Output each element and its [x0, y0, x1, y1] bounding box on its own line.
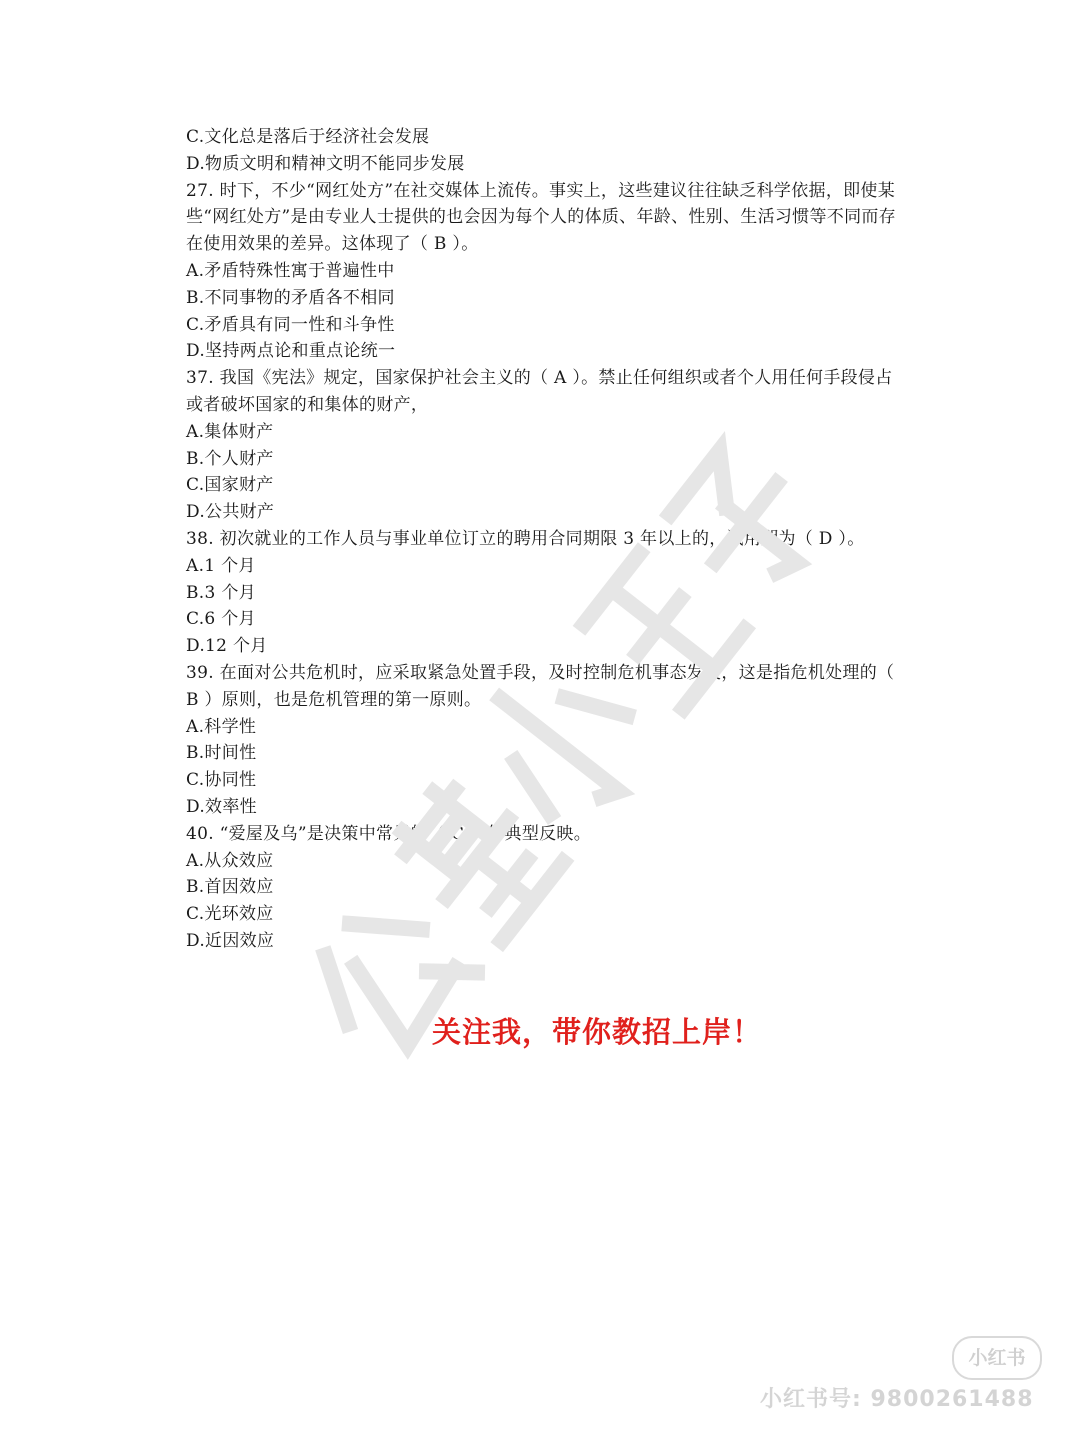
question-39: 39. 在面对公共危机时，应采取紧急处置手段，及时控制危机事态发展，这是指危机处理的（ B ）原则，也是危机管理的第一原则。: [186, 662, 895, 710]
option-line: B.不同事物的矛盾各不相同: [186, 287, 395, 308]
option-line: A.集体财产: [186, 421, 274, 442]
option-line: D.12 个月: [186, 636, 268, 657]
option-line: D.物质文明和精神文明不能同步发展: [186, 153, 465, 174]
option-line: C.协同性: [186, 770, 257, 791]
option-line: D.公共财产: [186, 502, 275, 523]
option-line: C.矛盾具有同一性和斗争性: [186, 314, 395, 335]
option-line: A.从众效应: [186, 850, 274, 871]
option-line: B.个人财产: [186, 448, 274, 469]
platform-logo: 小红书: [952, 1336, 1042, 1380]
option-line: C.光环效应: [186, 904, 274, 925]
option-line: B.3 个月: [186, 582, 256, 603]
question-list: [186, 124, 906, 955]
option-line: B.时间性: [186, 743, 257, 764]
platform-id: 小红书号: 9800261488: [760, 1387, 1034, 1412]
question-40: 40. “爱屋及乌”是决策中常见的（ C ）的典型反映。: [186, 823, 592, 844]
option-line: D.效率性: [186, 796, 257, 817]
option-line: A.矛盾特殊性寓于普遍性中: [186, 260, 395, 281]
question-27: 27. 时下，不少“网红处方”在社交媒体上流传。事实上，这些建议往往缺乏科学依据，即使某些“网红处方”是由专业人士提供的也会因为每个人的体质、年龄、性别、生活习惯等不同而存在使用效果的差异。这体现了（ B ）。: [186, 180, 896, 255]
option-line: C.国家财产: [186, 475, 274, 496]
question-38: 38. 初次就业的工作人员与事业单位订立的聘用合同期限 3 年以上的，试用期为（ D ）。: [186, 528, 865, 549]
option-line: A.1 个月: [186, 555, 256, 576]
option-line: C.文化总是落后于经济社会发展: [186, 127, 430, 147]
question-37: 37. 我国《宪法》规定，国家保护社会主义的（ A ）。禁止任何组织或者个人用任何手段侵占或者破坏国家的和集体的财产，: [186, 368, 893, 415]
follow-slogan: 关注我，带你教招上岸！: [432, 1015, 763, 1049]
option-line: D.坚持两点论和重点论统一: [186, 341, 396, 362]
option-line: B.首因效应: [186, 877, 274, 898]
option-line: C.6 个月: [186, 609, 256, 630]
option-line: D.近因效应: [186, 930, 275, 951]
option-line: A.科学性: [186, 716, 257, 737]
